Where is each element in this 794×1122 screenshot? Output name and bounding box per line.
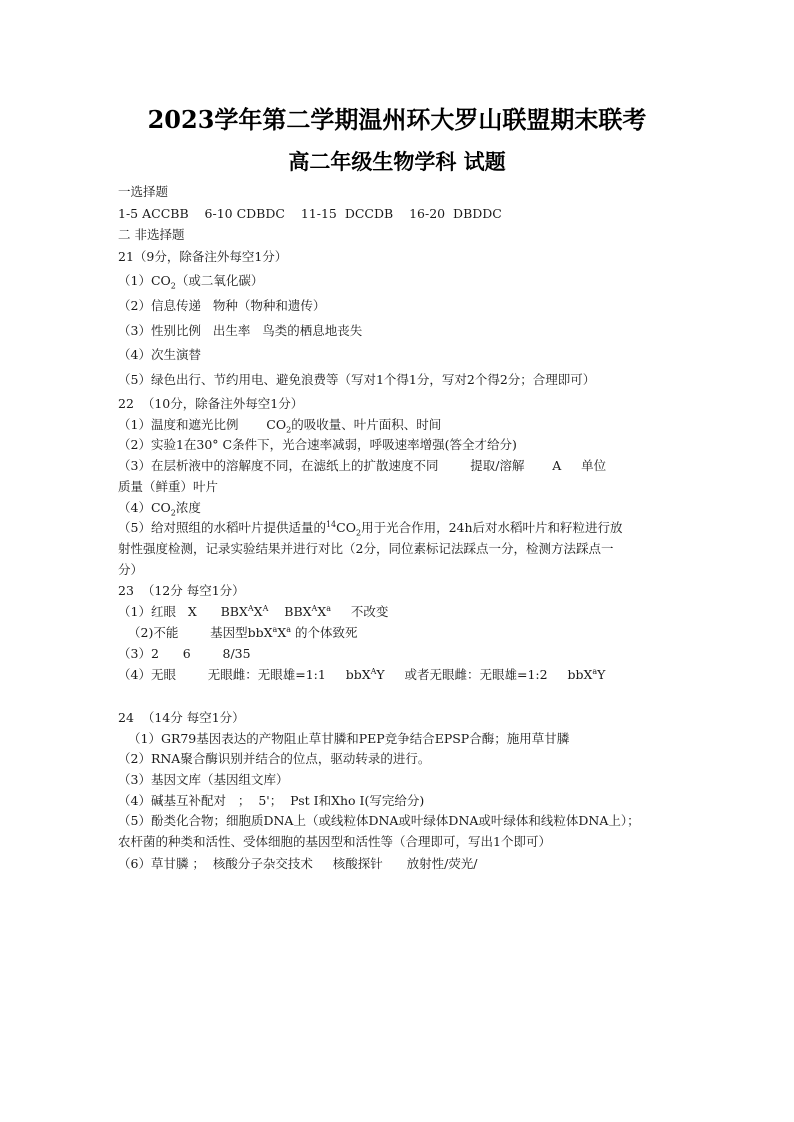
q21-answer-1: $(1)CO_2$（或二氧化碳） [118, 273, 264, 291]
q21-answer-2: （2）信息传递 物种（物种和遗传） [118, 298, 326, 313]
q22-heading: 22 （10分，除备注外每空1分） [118, 396, 304, 411]
q22-answer-3: （3）在层析液中的溶解度不同，在滤纸上的扩散速度不同 提取/溶解 A 单位 [118, 458, 607, 473]
q21-answer-4: （4）次生演替 [118, 347, 201, 362]
q22-answer-3-cont: 质量（鲜重）叶片 [118, 479, 219, 494]
q24-heading: 24 （14分 每空1分） [118, 710, 245, 725]
q22-answer-5-end: 分） [118, 562, 144, 577]
q21-answer-5: （5）绿色出行、节约用电、避免浪费等（写对1个得1分，写对2个得2分；合理即可） [118, 372, 596, 387]
q24-answer-6: （6）草甘膦 ； 核酸分子杂交技术 核酸探针 放射性/荧光/ [118, 856, 478, 871]
section-nonchoice-heading: 二 非选择题 [118, 227, 185, 242]
q22-answer-5-cont: 射性强度检测，记录实验结果并进行对比（2分，同位素标记法踩点一分，检测方法踩点一 [118, 541, 614, 556]
q24-answer-4: （4）碱基互补配对 ； 5'； Pst Ⅰ和Xho Ⅰ(写完给分) [118, 793, 425, 808]
q23-answer-1: （1）红眼 X $BBX^AX^A$ $BBX^AX^a$ 不改变 [118, 603, 389, 619]
q24-answer-1: （1）GR79基因表达的产物阻止草甘膦和PEP竞争结合EPSP合酶；施用草甘膦 [128, 731, 570, 746]
q21-heading: 21（9分，除备注外每空1分） [118, 249, 288, 264]
q23-answer-4: （4）无眼 无眼雌：无眼雄=1:1 bbX$^A$Y 或者无眼雌：无眼雄=1:2 bbX$^a$Y [118, 666, 606, 682]
q22-answer-5: （5）给对照组的水稻叶片提供适量的$^{14}CO_2$用于光合作用，24h后对水稻叶片和籽粒进行放 [118, 519, 623, 538]
document-subtitle: 高二年级生物学科 试题 [288, 149, 506, 174]
q22-answer-1: （1）温度和遮光比例 $CO_2$的吸收量、叶片面积、时间 [118, 417, 442, 435]
q22-answer-2: （2）实验1在30° C条件下，光合速率减弱，呼吸速率增强(答全才给分) [118, 437, 517, 452]
q22-answer-4: $(4)CO_2$浓度 [118, 500, 201, 518]
q24-answer-5-cont: 农杆菌的种类和活性、受体细胞的基因型和活性等（合理即可，写出1个即可） [118, 834, 551, 849]
q23-answer-3: （3）2 6 8/35 [118, 646, 251, 661]
q21-answer-3: （3）性别比例 出生率 鸟类的栖息地丧失 [118, 323, 363, 338]
section-choice-heading: 一选择题 [118, 184, 169, 199]
q24-answer-3: （3）基因文库（基因组文库） [118, 772, 289, 787]
q23-answer-2: （2)不能 基因型$bbX^aX^a$ 的个体致死 [128, 624, 358, 640]
choice-answers: 1-5 ACCBB 6-10 CDBDC 11-15 DCCDB 16-20 DBDDC [118, 206, 502, 221]
q24-answer-5: （5）酚类化合物；细胞质DNA上（或线粒体DNA或叶绿体DNA或叶绿体和线粒体DNA上）； [118, 813, 640, 828]
q23-heading: 23 （12分 每空1分） [118, 583, 245, 598]
document-title: 2023学年第二学期温州环大罗山联盟期末联考 [147, 105, 647, 134]
q24-answer-2: （2）RNA聚合酶识别并结合的位点，驱动转录的进行。 [118, 751, 431, 766]
